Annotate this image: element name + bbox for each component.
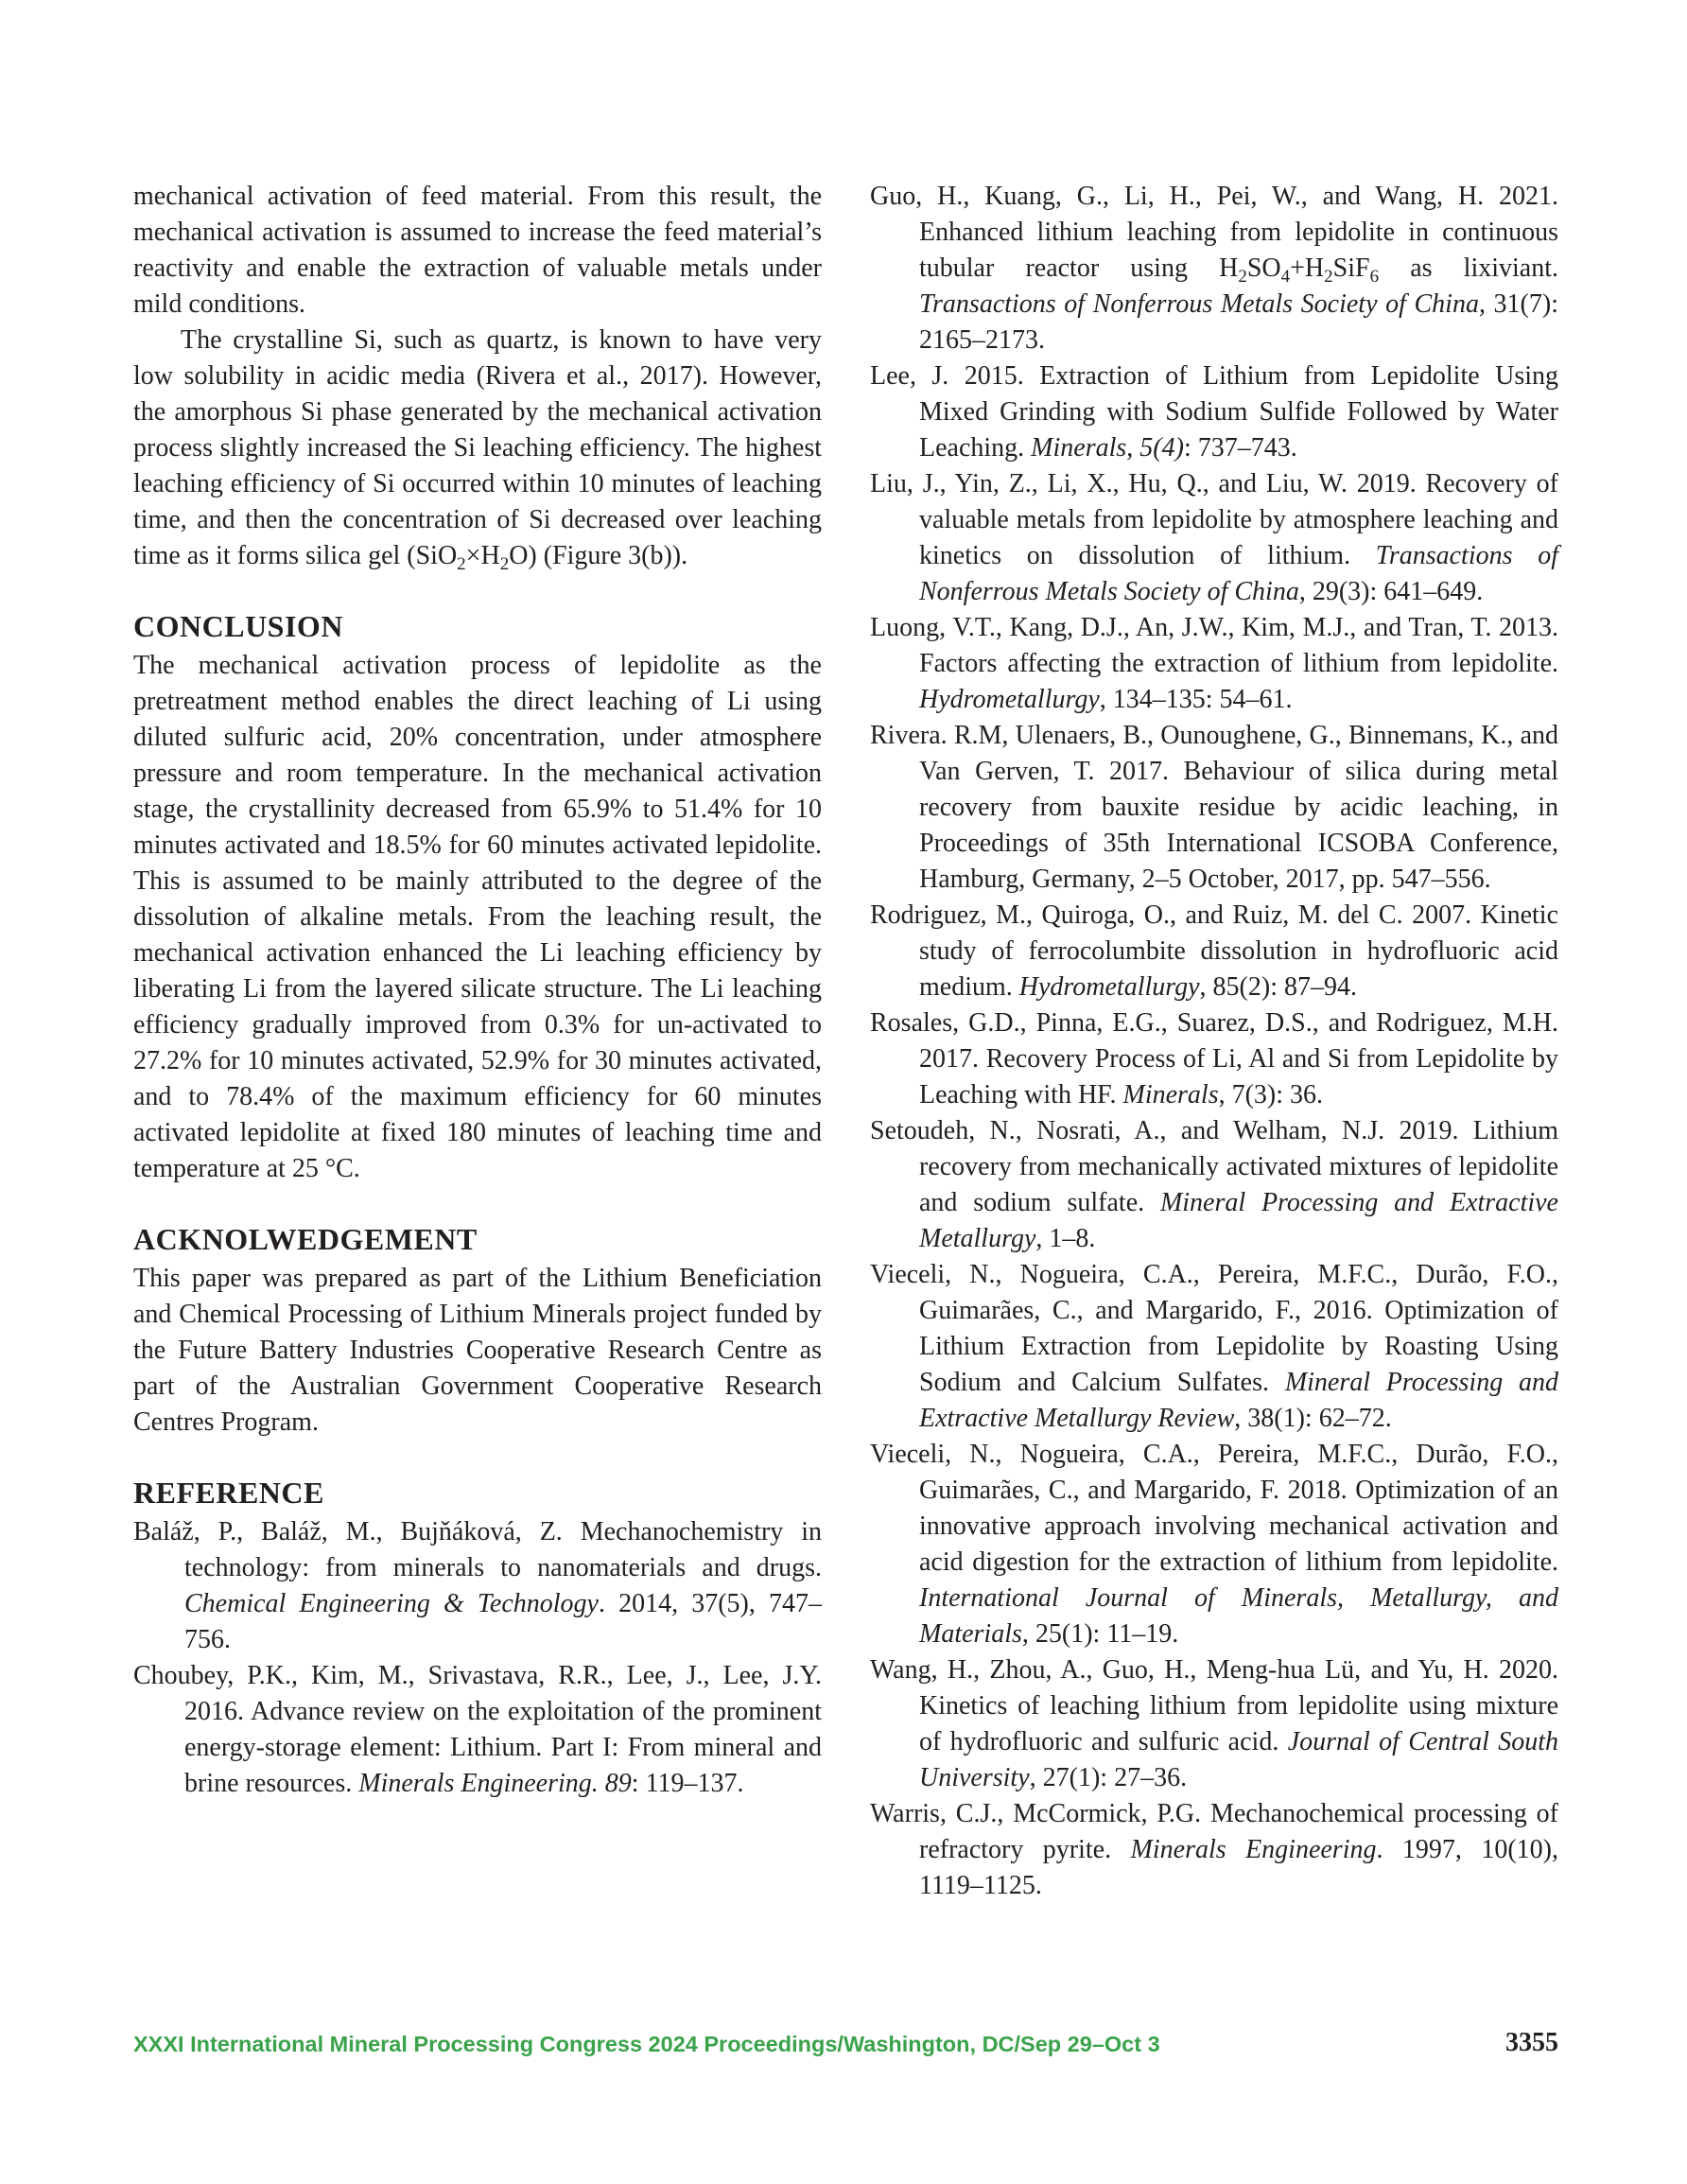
footer-conference-title: XXXI International Mineral Processing Congress 2024 Proceedings/Washington, DC/Sep 29–Oct 3 (133, 2032, 1160, 2056)
subscript: 2 (1324, 267, 1333, 287)
reference-source: Chemical Engineering & Technology (184, 1589, 599, 1618)
formula-text: +H (1290, 253, 1325, 283)
reference-entry (870, 1005, 1558, 1113)
page-number: 3355 (1505, 2028, 1558, 2057)
reference-entry (870, 358, 1558, 466)
reference-text: Liu, J., Yin, Z., Li, X., Hu, Q., and Liu, W. 2019. Recovery of valuable metals from lepidolite by atmosphere leaching and kinetics on dissolution of lithium. (870, 469, 1558, 570)
reference-source: Mineral Processing and Extractive Metallurgy (919, 1188, 1558, 1253)
acknowledgement-paragraph: This paper was prepared as part of the Lithium Beneficiation and Chemical Processing of Lithium Minerals project funded by the Future Battery Industries Cooperative Research Centre as part of the Australian Government Cooperative Research Centres Program. (133, 1264, 822, 1437)
reference-source: Mineral Processing and Extractive Metallurgy Review (919, 1368, 1558, 1433)
section-heading-conclusion: CONCLUSION (133, 609, 343, 643)
reference-entry (133, 1514, 822, 1658)
left-column (133, 179, 822, 1802)
reference-text: , 85(2): 87–94. (1199, 972, 1357, 1002)
reference-text: . 1997, 10(10), 1119–1125. (919, 1835, 1558, 1900)
reference-text: Setoudeh, N., Nosrati, A., and Welham, N.J. 2019. Lithium recovery from mechanically activated mixtures of lepidolite and sodium sulfate. (870, 1116, 1558, 1217)
reference-text: as lixiviant. (1379, 253, 1558, 283)
paragraph-text: mechanical activation of feed material. From this result, the mechanical activation is assumed to increase the feed material’s reactivity and enable the extraction of valuable metals under mild conditions. (133, 182, 822, 319)
reference-entry (870, 898, 1558, 1005)
reference-text: , 25(1): 11–19. (1021, 1619, 1179, 1649)
reference-source: Minerals Engineering. 89 (358, 1769, 632, 1798)
reference-text: Choubey, P.K., Kim, M., Srivastava, R.R., Lee, J., Lee, J.Y. 2016. Advance review on the exploitation of the prominent energy-storage element: Lithium. Part I: From mineral and brine resources. (133, 1661, 822, 1798)
reference-source: Minerals Engineering (1130, 1835, 1377, 1864)
reference-text: Baláž, P., Baláž, M., Bujňáková, Z. Mechanochemistry in technology: from minerals to nanomaterials and drugs. (133, 1517, 822, 1582)
reference-source: Hydrometallurgy (919, 685, 1100, 714)
reference-text: Rosales, G.D., Pinna, E.G., Suarez, D.S., and Rodriguez, M.H. 2017. Recovery Process of Li, Al and Si from Lepidolite by Leaching with HF. (870, 1008, 1558, 1109)
subscript: 2 (499, 554, 510, 574)
reference-entry (870, 179, 1558, 358)
right-column (870, 179, 1558, 1904)
reference-volume: 5(4) (1139, 433, 1184, 463)
reference-text: Guo, H., Kuang, G., Li, H., Pei, W., and Wang, H. 2021. Enhanced lithium leaching from lepidolite in continuous tubular reactor using H (870, 182, 1558, 283)
formula-text: ×H (465, 541, 500, 570)
subscript: 6 (1369, 267, 1380, 287)
reference-source: Transactions of Nonferrous Metals Society of China (919, 541, 1558, 606)
subscript: 2 (1238, 267, 1247, 287)
subscript: 2 (457, 554, 466, 574)
reference-text: , 7(3): 36. (1218, 1080, 1324, 1109)
formula-text: O) (Figure 3(b)). (509, 541, 688, 570)
reference-text: Luong, V.T., Kang, D.J., An, J.W., Kim, M.J., and Tran, T. 2013. Factors affecting the extraction of lithium from lepidolite. (870, 613, 1558, 678)
reference-entry (870, 1113, 1558, 1257)
reference-source: Transactions of Nonferrous Metals Society of China, (919, 289, 1486, 319)
paragraph-text: The crystalline Si, such as quartz, is known to have very low solubility in acidic media (Rivera et al., 2017). However, the amorphous Si phase generated by the mechanical activation process slightly increased the Si leaching efficiency. The highest leaching efficiency of Si occurred within 10 minutes of leaching time, and then the concentration of Si decreased over leaching time as it forms silica gel (SiO (133, 325, 822, 570)
reference-text: : 119–137. (631, 1769, 744, 1798)
formula-text: SiF (1332, 253, 1370, 283)
reference-entry (870, 1257, 1558, 1437)
reference-entry (133, 1658, 822, 1802)
reference-text: : 737–743. (1183, 433, 1297, 463)
reference-entry (870, 466, 1558, 610)
reference-text: , 29(3): 641–649. (1298, 577, 1484, 606)
reference-entry (870, 1437, 1558, 1652)
reference-entry (870, 610, 1558, 718)
reference-text: , (1126, 433, 1140, 463)
reference-source: Minerals (1122, 1080, 1219, 1109)
body-paragraph (133, 179, 822, 323)
formula-text: SO (1246, 253, 1281, 283)
reference-entry (870, 718, 1558, 898)
reference-text: Vieceli, N., Nogueira, C.A., Pereira, M.F.C., Durão, F.O., Guimarães, C., and Margarido, F. 2018. Optimization of an innovative approach involving mechanical activation and acid digestion for the extraction of lithium from lepidolite. (870, 1440, 1558, 1577)
reference-text: , 1–8. (1035, 1224, 1096, 1253)
reference-text: , 27(1): 27–36. (1029, 1763, 1188, 1792)
reference-text: Vieceli, N., Nogueira, C.A., Pereira, M.F.C., Durão, F.O., Guimarães, C., and Margarido, F., 2016. Optimization of Lithium Extraction from Lepidolite by Roasting Using Sodium and Calcium Sulfates. (870, 1260, 1558, 1397)
reference-entry (870, 1796, 1558, 1904)
reference-entry (870, 1652, 1558, 1796)
reference-text: Warris, C.J., McCormick, P.G. Mechanochemical processing of refractory pyrite. (870, 1799, 1558, 1864)
reference-source: Hydrometallurgy (1018, 972, 1200, 1002)
reference-source: Journal of Central South University (919, 1727, 1558, 1792)
conclusion-paragraph: The mechanical activation process of lepidolite as the pretreatment method enables the direct leaching of Li using diluted sulfuric acid, 20% concentration, under atmosphere pressure and room temperature. In the mechanical activation stage, the crystallinity decreased from 65.9% to 51.4% for 10 minutes activated and 18.5% for 60 minutes activated lepidolite. This is assumed to be mainly attributed to the degree of the dissolution of alkaline metals. From the leaching result, the mechanical activation enhanced the Li leaching efficiency by liberating Li from the layered silicate structure. The Li leaching efficiency gradually improved from 0.3% for un-activated to 27.2% for 10 minutes activated, 52.9% for 30 minutes activated, and to 78.4% of the maximum efficiency for 60 minutes activated lepidolite at fixed 180 minutes of leaching time and temperature at 25 °C. (133, 651, 822, 1183)
reference-text: , 134–135: 54–61. (1099, 685, 1293, 714)
reference-text: 31(7): 2165–2173. (919, 289, 1558, 355)
reference-text: Rodriguez, M., Quiroga, O., and Ruiz, M. del C. 2007. Kinetic study of ferrocolumbite dissolution in hydrofluoric acid medium. (870, 900, 1558, 1002)
reference-text: , 38(1): 62–72. (1234, 1404, 1392, 1433)
reference-source: Minerals (1031, 433, 1127, 463)
body-paragraph (133, 323, 822, 574)
reference-text: Wang, H., Zhou, A., Guo, H., Meng-hua Lü, and Yu, H. 2020. Kinetics of leaching lithium from lepidolite using mixture of hydrofluoric and sulfuric acid. (870, 1655, 1558, 1756)
section-heading-acknowledgement: ACKNOLWEDGEMENT (133, 1222, 478, 1256)
reference-source: International Journal of Minerals, Metallurgy, and Materials (919, 1583, 1558, 1649)
reference-text: Rivera. R.M, Ulenaers, B., Ounoughene, G., Binnemans, K., and Van Gerven, T. 2017. Behaviour of silica during metal recovery from bauxite residue by acidic leaching, in Proceedings of 35th International ICSOBA Conference, Hamburg, Germany, 2–5 October, 2017, pp. 547–556. (870, 721, 1558, 894)
subscript: 4 (1280, 267, 1291, 287)
reference-text: . 2014, 37(5), 747–756. (184, 1589, 822, 1654)
section-heading-reference: REFERENCE (133, 1476, 324, 1510)
reference-text: Lee, J. 2015. Extraction of Lithium from Lepidolite Using Mixed Grinding with Sodium Sulfide Followed by Water Leaching. (870, 361, 1558, 463)
